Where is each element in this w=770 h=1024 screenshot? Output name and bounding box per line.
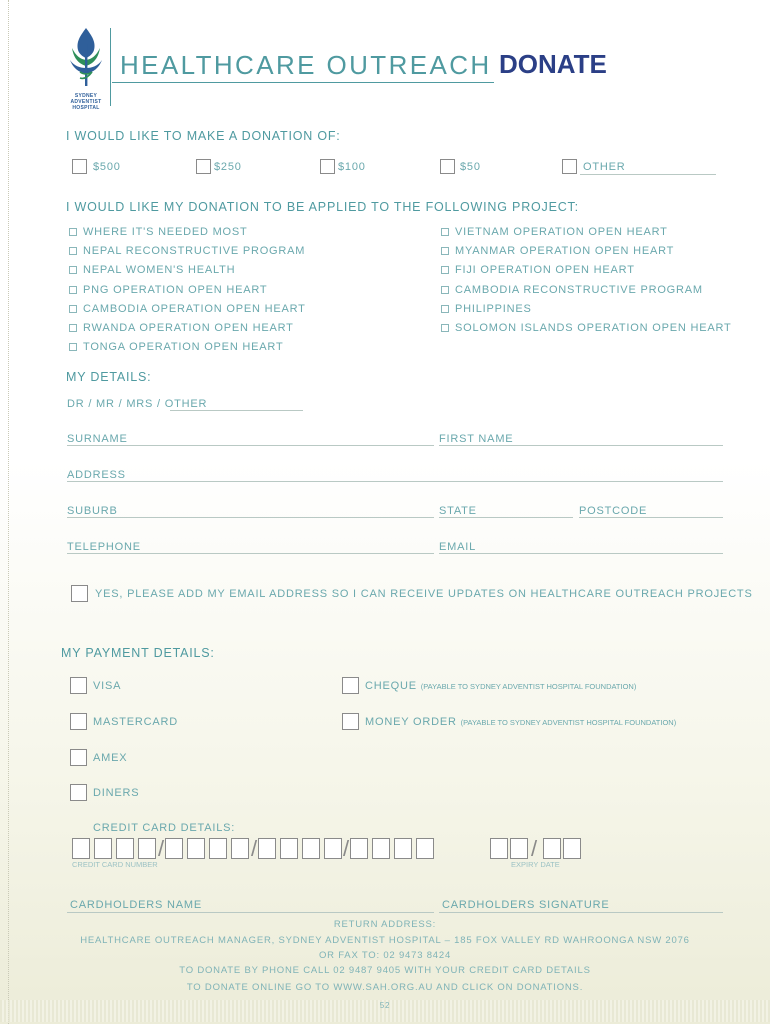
- title-bold: DONATE: [499, 49, 607, 79]
- amount-heading: I WOULD LIKE TO MAKE A DONATION OF:: [66, 129, 341, 143]
- diners-label: DINERS: [93, 787, 140, 799]
- project-option[interactable]: MYANMAR OPERATION OPEN HEART: [441, 242, 732, 261]
- amount-50-label: $50: [460, 161, 481, 173]
- project-option[interactable]: FIJI OPERATION OPEN HEART: [441, 261, 732, 280]
- footer-address: HEALTHCARE OUTREACH MANAGER, SYDNEY ADVENTIST HOSPITAL – 185 FOX VALLEY RD WAHROONGA NSW 2076: [80, 935, 690, 946]
- project-option[interactable]: RWANDA OPERATION OPEN HEART: [69, 319, 306, 338]
- details-heading: MY DETAILS:: [66, 370, 152, 384]
- surname-label: SURNAME: [67, 433, 128, 445]
- project-option[interactable]: VIETNAM OPERATION OPEN HEART: [441, 223, 732, 242]
- cardholder-name-label: CARDHOLDERS NAME: [70, 899, 202, 911]
- project-list-left: [69, 223, 306, 357]
- project-option[interactable]: SOLOMON ISLANDS OPERATION OPEN HEART: [441, 319, 732, 338]
- diners-checkbox[interactable]: [70, 784, 87, 801]
- visa-label: VISA: [93, 680, 122, 692]
- amount-250-label: $250: [214, 161, 242, 173]
- email-optin-label: YES, PLEASE ADD MY EMAIL ADDRESS SO I CAN RECEIVE UPDATES ON HEALTHCARE OUTREACH PROJECTS: [95, 588, 753, 600]
- project-option[interactable]: NEPAL WOMEN'S HEALTH: [69, 261, 306, 280]
- money-order-note: (PAYABLE TO SYDNEY ADVENTIST HOSPITAL FOUNDATION): [460, 718, 677, 727]
- hospital-logo: [66, 26, 106, 110]
- cheque-note: (PAYABLE TO SYDNEY ADVENTIST HOSPITAL FOUNDATION): [420, 682, 637, 691]
- first-name-label: FIRST NAME: [439, 433, 514, 445]
- project-option[interactable]: PHILIPPINES: [441, 300, 732, 319]
- email-label: EMAIL: [439, 541, 477, 553]
- project-option[interactable]: TONGA OPERATION OPEN HEART: [69, 338, 306, 357]
- suburb-field[interactable]: [67, 517, 434, 518]
- amount-100-checkbox[interactable]: [320, 159, 335, 174]
- postcode-field[interactable]: [579, 517, 723, 518]
- title-text: HEALTHCARE OUTREACH: [120, 50, 492, 80]
- project-list-right: [441, 223, 732, 338]
- credit-card-number-label: CREDIT CARD NUMBER: [72, 860, 158, 869]
- state-label: STATE: [439, 505, 477, 517]
- cardholder-signature-field[interactable]: [439, 912, 723, 913]
- address-label: ADDRESS: [67, 469, 126, 481]
- footer-phone: TO DONATE BY PHONE CALL 02 9487 9405 WITH YOUR CREDIT CARD DETAILS: [179, 965, 591, 976]
- page-left-border: [8, 0, 9, 1024]
- logo-line1: SYDNEY: [74, 93, 98, 99]
- credit-card-heading: CREDIT CARD DETAILS:: [93, 822, 236, 834]
- amount-other-field[interactable]: [580, 174, 716, 175]
- project-option[interactable]: CAMBODIA RECONSTRUCTIVE PROGRAM: [441, 281, 732, 300]
- project-option[interactable]: NEPAL RECONSTRUCTIVE PROGRAM: [69, 242, 306, 261]
- page-title: [120, 50, 492, 81]
- amount-500-label: $500: [93, 161, 121, 173]
- amount-other-checkbox[interactable]: [562, 159, 577, 174]
- surname-field[interactable]: [67, 445, 434, 446]
- telephone-label: TELEPHONE: [67, 541, 141, 553]
- project-option[interactable]: CAMBODIA OPERATION OPEN HEART: [69, 300, 306, 319]
- mastercard-checkbox[interactable]: [70, 713, 87, 730]
- address-field[interactable]: [67, 481, 723, 482]
- page-number: 52: [379, 1001, 391, 1010]
- amount-other-label: OTHER: [583, 161, 626, 173]
- postcode-label: POSTCODE: [579, 505, 648, 517]
- expiry-date-label: EXPIRY DATE: [511, 860, 560, 869]
- money-order-checkbox[interactable]: [342, 713, 359, 730]
- project-heading: I WOULD LIKE MY DONATION TO BE APPLIED TO THE FOLLOWING PROJECT:: [66, 200, 579, 214]
- email-field[interactable]: [439, 553, 723, 554]
- title-underline: [112, 82, 494, 83]
- cardholder-signature-label: CARDHOLDERS SIGNATURE: [442, 899, 610, 911]
- title-other-label: OTHER: [164, 398, 208, 410]
- suburb-label: SUBURB: [67, 505, 118, 517]
- amount-250-checkbox[interactable]: [196, 159, 211, 174]
- amount-50-checkbox[interactable]: [440, 159, 455, 174]
- amount-500-checkbox[interactable]: [72, 159, 87, 174]
- cardholder-name-field[interactable]: [67, 912, 434, 913]
- state-field[interactable]: [439, 517, 573, 518]
- email-optin-checkbox[interactable]: [71, 585, 88, 602]
- footer-fax: OR FAX TO: 02 9473 8424: [318, 950, 452, 961]
- title-other-field[interactable]: [170, 410, 303, 411]
- project-option[interactable]: WHERE IT'S NEEDED MOST: [69, 223, 306, 242]
- title-prefix-label: DR / MR / MRS / OTHER: [67, 398, 208, 410]
- cheque-checkbox[interactable]: [342, 677, 359, 694]
- payment-heading: MY PAYMENT DETAILS:: [61, 646, 215, 660]
- logo-divider: [110, 28, 111, 106]
- logo-line2: ADVENTIST: [70, 99, 102, 105]
- amex-checkbox[interactable]: [70, 749, 87, 766]
- project-option[interactable]: PNG OPERATION OPEN HEART: [69, 281, 306, 300]
- first-name-field[interactable]: [439, 445, 723, 446]
- footer-return-address: RETURN ADDRESS:: [333, 919, 437, 930]
- visa-checkbox[interactable]: [70, 677, 87, 694]
- cheque-label: CHEQUE (PAYABLE TO SYDNEY ADVENTIST HOSPITAL FOUNDATION): [365, 680, 637, 692]
- logo-line3: HOSPITAL: [72, 105, 100, 111]
- amount-100-label: $100: [338, 161, 366, 173]
- amex-label: AMEX: [93, 752, 128, 764]
- money-order-label: MONEY ORDER (PAYABLE TO SYDNEY ADVENTIST HOSPITAL FOUNDATION): [365, 716, 677, 728]
- footer-online: TO DONATE ONLINE GO TO WWW.SAH.ORG.AU AND CLICK ON DONATIONS.: [186, 982, 584, 993]
- telephone-field[interactable]: [67, 553, 434, 554]
- caduceus-icon: [66, 26, 106, 88]
- mastercard-label: MASTERCARD: [93, 716, 179, 728]
